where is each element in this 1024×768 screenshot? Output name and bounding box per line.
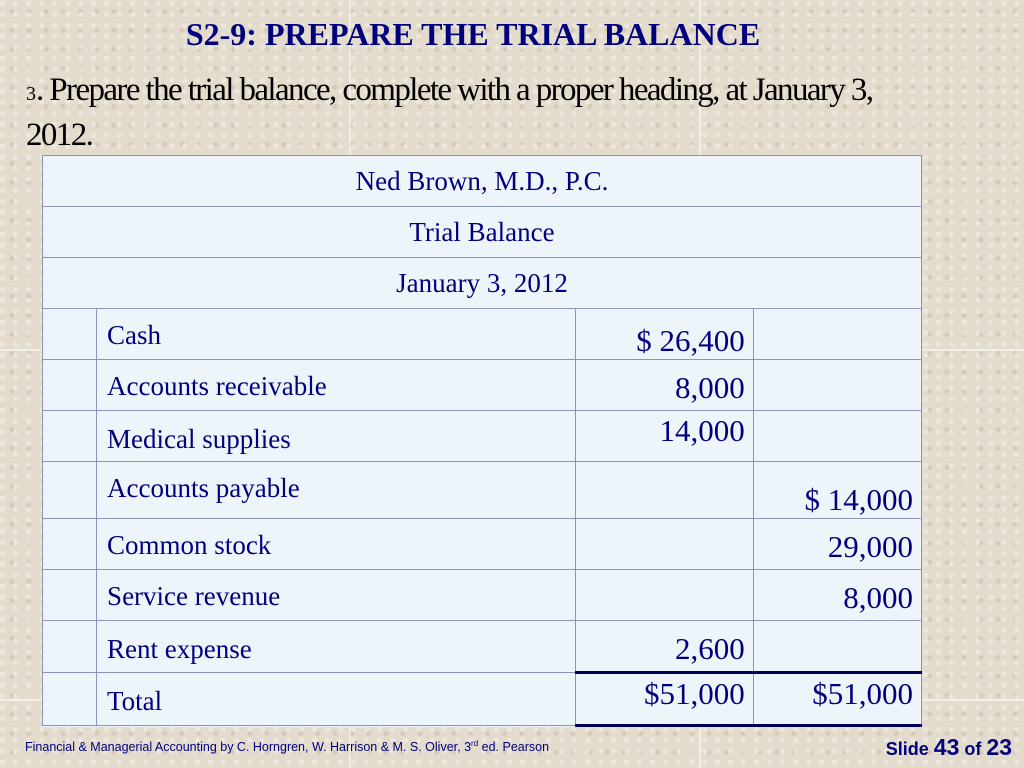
slide-counter (886, 734, 1012, 761)
slide-label: Slide (885, 739, 929, 759)
credit-cell (753, 411, 921, 462)
debit-amount (576, 519, 745, 533)
debit-amount (576, 570, 745, 584)
footer-citation (25, 739, 549, 754)
credit-cell (753, 621, 921, 673)
debit-cell (575, 309, 753, 360)
blank-cell (43, 360, 97, 411)
credit-amount: 29,000 (827, 529, 913, 564)
credit-amount: $ 14,000 (804, 482, 913, 517)
of-label: of (964, 739, 982, 759)
statement-date: January 3, 2012 (43, 258, 922, 309)
blank-cell (43, 519, 97, 570)
account-cell (97, 570, 576, 621)
company-name: Ned Brown, M.D., P.C. (43, 156, 922, 207)
header-row-statement (43, 207, 922, 258)
slide-total: 23 (986, 734, 1012, 760)
blank-cell (43, 673, 97, 726)
account-cell (97, 411, 576, 462)
debit-cell (575, 411, 753, 462)
header-row-date (43, 258, 922, 309)
account-cell (97, 462, 576, 519)
credit-amount: 8,000 (843, 580, 913, 615)
instruction-text (26, 70, 926, 156)
account-cell (97, 519, 576, 570)
slide-title: S2-9: PREPARE THE TRIAL BALANCE (185, 16, 761, 52)
debit-amount: 8,000 (675, 370, 745, 405)
account-name: Accounts payable (107, 473, 300, 503)
credit-amount (754, 309, 913, 323)
credit-cell (753, 309, 921, 360)
credit-amount (754, 411, 913, 425)
blank-cell (43, 309, 97, 360)
account-name: Rent expense (107, 634, 252, 664)
table-row (43, 462, 922, 519)
account-cell (97, 360, 576, 411)
instruction-body: . Prepare the trial balance, complete with a proper heading, at January 3, 2012. (26, 72, 873, 153)
table-row (43, 621, 922, 673)
citation-superscript: rd (471, 739, 479, 748)
citation-suffix: ed. Pearson (478, 740, 550, 755)
account-cell (97, 621, 576, 673)
debit-cell (575, 360, 753, 411)
account-cell (97, 309, 576, 360)
blank-cell (43, 462, 97, 519)
total-credit-cell (753, 673, 921, 726)
blank-cell (43, 621, 97, 673)
debit-cell (575, 621, 753, 673)
account-name: Common stock (107, 530, 272, 560)
debit-amount: 2,600 (675, 631, 745, 666)
table-row (43, 309, 922, 360)
account-name: Service revenue (107, 581, 281, 611)
total-row (43, 673, 922, 726)
debit-cell (575, 462, 753, 519)
table-row (43, 360, 922, 411)
credit-cell (753, 360, 921, 411)
statement-name: Trial Balance (43, 207, 922, 258)
debit-amount: 14,000 (659, 413, 745, 448)
account-name: Medical supplies (107, 424, 291, 454)
credit-cell (753, 462, 921, 519)
account-cell (97, 673, 576, 726)
table-row (43, 519, 922, 570)
table-row (43, 411, 922, 462)
debit-amount: $ 26,400 (636, 323, 745, 358)
blank-cell (43, 570, 97, 621)
credit-amount (754, 360, 913, 374)
trial-balance-table (42, 155, 922, 727)
total-label: Total (107, 686, 163, 716)
credit-cell (753, 570, 921, 621)
instruction-number: 3 (26, 83, 36, 105)
total-credit-amount: $51,000 (812, 676, 913, 711)
slide-number: 43 (933, 734, 960, 760)
blank-cell (43, 411, 97, 462)
account-name: Accounts receivable (107, 371, 327, 401)
table-row (43, 570, 922, 621)
header-row-company (43, 156, 922, 207)
citation-prefix: Financial & Managerial Accounting by C. Horngren, W. Harrison & M. S. Oliver, 3 (25, 740, 472, 755)
debit-amount (576, 462, 745, 476)
credit-cell (753, 519, 921, 570)
account-name: Cash (107, 320, 162, 350)
debit-cell (575, 570, 753, 621)
total-debit-amount: $51,000 (644, 676, 745, 711)
debit-cell (575, 519, 753, 570)
credit-amount (754, 621, 913, 635)
total-debit-cell (575, 673, 753, 726)
